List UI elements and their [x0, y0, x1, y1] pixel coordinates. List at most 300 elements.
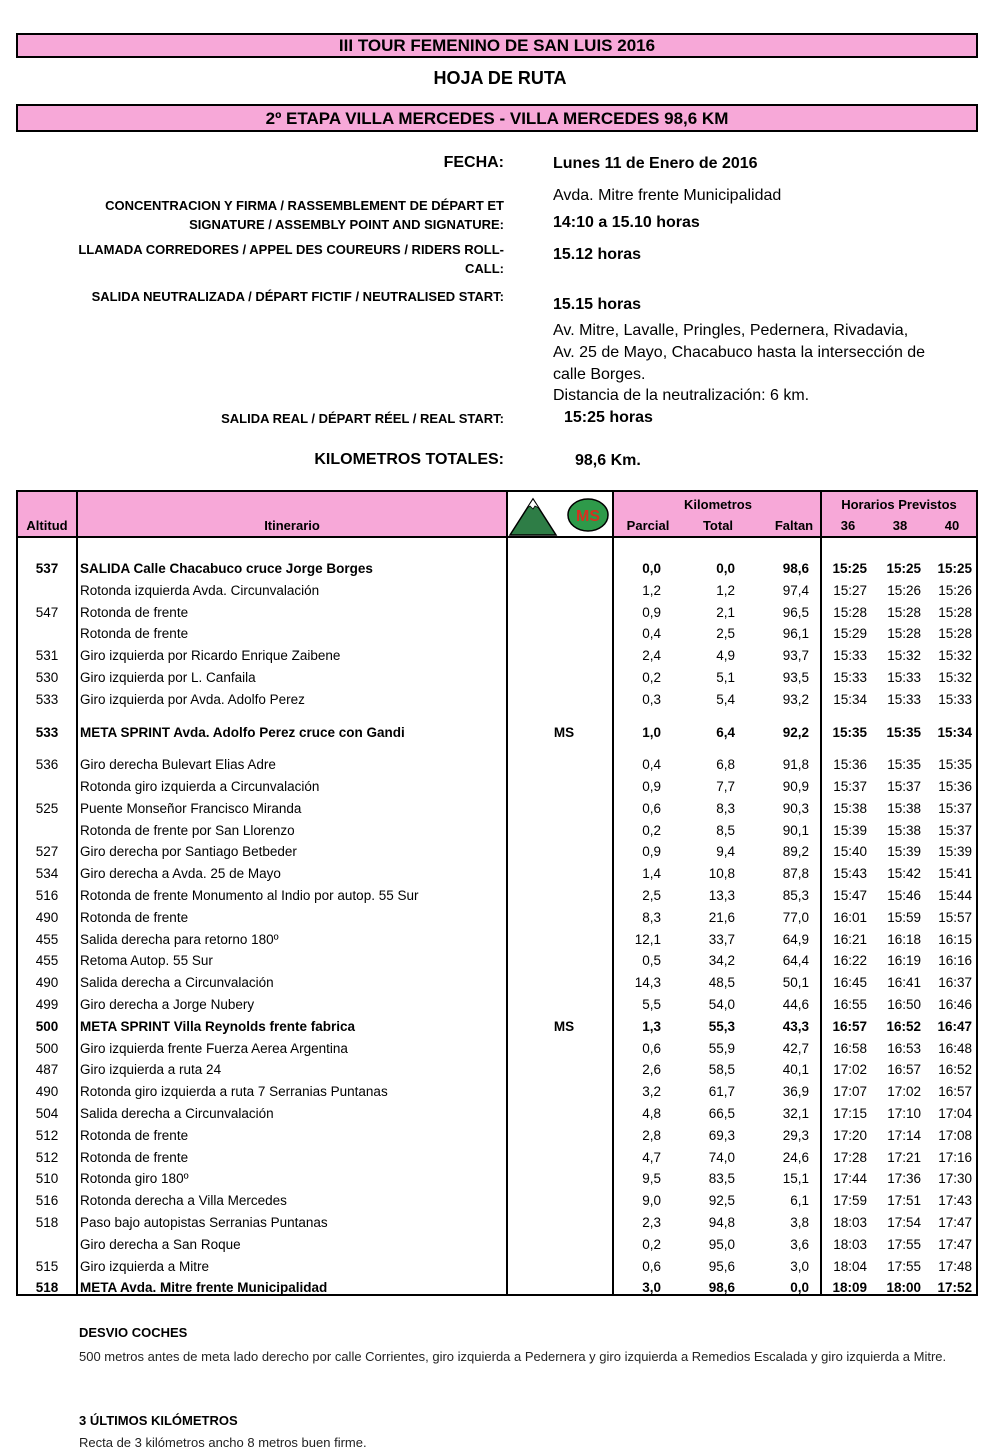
km-parcial-cell: 2,6 [642, 1062, 661, 1078]
km-total-cell: 21,6 [708, 909, 735, 925]
table-row [18, 885, 976, 907]
time-38-cell: 15:37 [887, 778, 921, 794]
km-faltan-cell: 29,3 [782, 1127, 809, 1143]
time-38-cell: 15:28 [887, 626, 921, 642]
race-title: III TOUR FEMENINO DE SAN LUIS 2016 [16, 33, 978, 58]
km-parcial-cell: 0,9 [642, 604, 661, 620]
time-38-cell: 17:02 [887, 1084, 921, 1100]
km-parcial-cell: 0,2 [642, 670, 661, 685]
table-row [18, 558, 976, 580]
km-faltan-cell: 97,4 [782, 582, 809, 598]
route-table [16, 490, 978, 1296]
time-40-cell: 15:32 [938, 648, 972, 664]
header-parcial: Parcial [626, 518, 670, 533]
km-faltan-cell: 87,8 [782, 866, 809, 882]
time-38-cell: 17:55 [887, 1258, 921, 1274]
table-row [18, 972, 976, 994]
table-row [18, 1081, 976, 1103]
time-40-cell: 15:28 [938, 604, 972, 620]
table-row [18, 580, 976, 602]
km-faltan-cell: 91,8 [782, 757, 809, 773]
km-faltan-cell: 89,2 [782, 844, 809, 860]
time-38-cell: 15:33 [887, 670, 921, 685]
itinerary-cell: Giro derecha Bulevart Elias Adre [80, 757, 276, 773]
table-row [18, 1125, 976, 1147]
altitude-cell: 490 [35, 1084, 59, 1100]
time-36-cell: 15:47 [833, 887, 867, 903]
km-total-cell: 6,4 [716, 724, 735, 740]
table-row [18, 1016, 976, 1038]
altitude-cell: 512 [35, 1127, 59, 1143]
km-parcial-cell: 2,3 [642, 1214, 661, 1230]
itinerary-cell: Rotonda giro izquierda a Circunvalación [80, 778, 320, 794]
table-header [18, 492, 976, 538]
km-parcial-cell: 8,3 [642, 909, 661, 925]
altitude-cell: 500 [35, 1040, 59, 1056]
time-38-cell: 16:41 [887, 975, 921, 991]
time-38-cell: 15:38 [887, 822, 921, 838]
altitude-cell: 490 [35, 909, 59, 925]
time-36-cell: 15:35 [832, 724, 867, 740]
time-40-cell: 17:04 [938, 1105, 972, 1121]
time-36-cell: 17:07 [833, 1084, 867, 1100]
time-38-cell: 16:57 [887, 1062, 921, 1078]
altitude-cell: 516 [35, 1193, 59, 1209]
itinerary-cell: Rotonda derecha a Villa Mercedes [80, 1193, 287, 1209]
itinerary-cell: Giro izquierda frente Fuerza Aerea Argentina [80, 1040, 348, 1056]
concentracion-value: 14:10 a 15.10 horas [553, 214, 700, 231]
km-parcial-cell: 0,3 [642, 691, 661, 707]
itinerary-cell: Giro izquierda por Avda. Adolfo Perez [80, 691, 305, 707]
table-row [18, 994, 976, 1016]
time-38-cell: 15:46 [887, 887, 921, 903]
km-total-cell: 2,5 [716, 626, 735, 642]
km-total-cell: 92,5 [708, 1193, 735, 1209]
km-totales-value: 98,6 Km. [575, 452, 641, 469]
time-36-cell: 16:58 [833, 1040, 867, 1056]
altitude-cell: 487 [35, 1062, 59, 1078]
km-total-cell: 95,6 [708, 1258, 735, 1274]
table-row [18, 1168, 976, 1190]
km-parcial-cell: 2,4 [642, 648, 661, 664]
itinerary-cell: Giro izquierda por L. Canfaila [80, 670, 256, 685]
salida-real-label: SALIDA REAL / DÉPART RÉEL / REAL START: [221, 411, 504, 426]
km-faltan-cell: 50,1 [782, 975, 809, 991]
time-38-cell: 15:26 [887, 582, 921, 598]
time-36-cell: 15:27 [833, 582, 867, 598]
km-total-cell: 48,5 [708, 975, 735, 991]
fecha-value: Lunes 11 de Enero de 2016 [553, 155, 758, 172]
concentracion-place: Avda. Mitre frente Municipalidad [553, 187, 782, 204]
ms-icon-text: MS [576, 508, 600, 525]
time-36-cell: 15:29 [833, 626, 867, 642]
km-parcial-cell: 0,5 [642, 953, 661, 969]
table-row [18, 623, 976, 645]
altitude-cell: 534 [35, 866, 59, 882]
time-40-cell: 15:36 [938, 778, 972, 794]
llamada-value: 15.12 horas [553, 246, 642, 263]
km-total-cell: 69,3 [708, 1127, 735, 1143]
ultimos-text: Recta de 3 kilómetros ancho 8 metros buen firme. [79, 1435, 367, 1450]
km-total-cell: 98,6 [708, 1280, 735, 1296]
km-parcial-cell: 0,9 [642, 778, 661, 794]
km-faltan-cell: 77,0 [782, 909, 809, 925]
salida-neutralizada-value: 15.15 horas [553, 296, 642, 313]
itinerary-cell: Giro izquierda por Ricardo Enrique Zaibene [80, 648, 341, 664]
time-40-cell: 15:41 [938, 866, 972, 882]
table-row [18, 689, 976, 711]
time-36-cell: 18:03 [833, 1236, 867, 1252]
time-40-cell: 15:35 [938, 757, 972, 773]
km-parcial-cell: 0,6 [642, 1040, 661, 1056]
itinerary-cell: Retoma Autop. 55 Sur [80, 953, 213, 969]
km-total-cell: 1,2 [716, 582, 735, 598]
altitude-cell: 518 [35, 1214, 59, 1230]
altitude-cell: 512 [35, 1149, 59, 1165]
time-40-cell: 16:47 [937, 1018, 972, 1034]
km-total-cell: 8,3 [716, 800, 735, 816]
km-parcial-cell: 0,2 [642, 1236, 661, 1252]
altitude-cell: 536 [35, 757, 59, 773]
table-row [18, 722, 976, 744]
km-totales-label: KILOMETROS TOTALES: [314, 451, 504, 468]
km-total-cell: 0,0 [716, 561, 735, 576]
km-parcial-cell: 1,3 [642, 1018, 661, 1034]
time-36-cell: 17:15 [833, 1105, 867, 1121]
km-faltan-cell: 6,1 [790, 1193, 809, 1209]
table-row [18, 754, 976, 776]
km-total-cell: 83,5 [708, 1171, 735, 1187]
time-38-cell: 15:38 [887, 800, 921, 816]
itinerary-cell: Puente Monseñor Francisco Miranda [80, 800, 302, 816]
concentracion-label-line2: SIGNATURE / ASSEMBLY POINT AND SIGNATURE: [189, 217, 504, 232]
time-38-cell: 17:36 [887, 1171, 921, 1187]
km-total-cell: 94,8 [708, 1214, 735, 1230]
itinerary-cell: Rotonda giro 180º [80, 1171, 189, 1187]
table-row [18, 602, 976, 624]
time-36-cell: 16:57 [832, 1018, 867, 1034]
time-40-cell: 16:48 [938, 1040, 972, 1056]
time-36-cell: 15:37 [833, 778, 867, 794]
itinerary-cell: Giro izquierda a Mitre [80, 1258, 210, 1274]
time-36-cell: 18:04 [833, 1258, 867, 1274]
time-38-cell: 17:21 [887, 1149, 921, 1165]
table-row [18, 1212, 976, 1234]
km-parcial-cell: 0,6 [642, 1258, 661, 1274]
time-40-cell: 15:39 [938, 844, 972, 860]
itinerary-cell: Rotonda de frente [80, 1127, 189, 1143]
time-40-cell: 15:44 [938, 887, 972, 903]
table-row [18, 820, 976, 842]
time-36-cell: 15:33 [833, 648, 867, 664]
time-40-cell: 16:37 [938, 975, 972, 991]
km-faltan-cell: 90,3 [782, 800, 809, 816]
table-row [18, 1059, 976, 1081]
km-faltan-cell: 64,9 [782, 931, 809, 947]
km-parcial-cell: 0,0 [642, 561, 661, 576]
time-38-cell: 16:50 [887, 996, 921, 1012]
time-40-cell: 16:46 [938, 996, 972, 1012]
table-row [18, 1103, 976, 1125]
time-40-cell: 17:47 [938, 1214, 972, 1230]
altitude-cell: 455 [35, 953, 59, 969]
km-total-cell: 7,7 [716, 778, 735, 794]
km-total-cell: 5,4 [716, 691, 735, 707]
llamada-label-line2: CALL: [465, 261, 504, 276]
document-subtitle: HOJA DE RUTA [433, 68, 567, 88]
itinerary-cell: Giro derecha a Avda. 25 de Mayo [80, 866, 281, 882]
km-total-cell: 9,4 [716, 844, 735, 860]
km-total-cell: 66,5 [708, 1105, 735, 1121]
km-parcial-cell: 2,5 [642, 887, 661, 903]
itinerary-cell: META SPRINT Avda. Adolfo Perez cruce con Gandi [80, 724, 405, 740]
time-38-cell: 15:42 [887, 866, 921, 882]
time-40-cell: 15:37 [938, 800, 972, 816]
itinerary-cell: Rotonda de frente por San Llorenzo [80, 822, 295, 838]
time-36-cell: 16:55 [833, 996, 867, 1012]
km-parcial-cell: 9,5 [642, 1171, 661, 1187]
km-total-cell: 58,5 [708, 1062, 735, 1078]
time-36-cell: 16:45 [833, 975, 867, 991]
meta-sprint-cell: MS [553, 724, 575, 740]
time-36-cell: 17:20 [833, 1127, 867, 1143]
table-row [18, 1234, 976, 1256]
km-total-cell: 6,8 [716, 757, 735, 773]
itinerary-cell: Giro derecha a Jorge Nubery [80, 996, 255, 1012]
km-parcial-cell: 1,0 [642, 724, 661, 740]
time-38-cell: 17:51 [887, 1193, 921, 1209]
table-row [18, 863, 976, 885]
header-kilometros: Kilometros [684, 497, 752, 512]
table-row [18, 1038, 976, 1060]
time-40-cell: 16:15 [938, 931, 972, 947]
km-parcial-cell: 1,4 [642, 866, 661, 882]
altitude-cell: 530 [35, 670, 59, 685]
table-row [18, 645, 976, 667]
itinerary-cell: META SPRINT Villa Reynolds frente fabrica [80, 1018, 356, 1034]
table-row [18, 907, 976, 929]
time-36-cell: 15:43 [833, 866, 867, 882]
km-faltan-cell: 40,1 [782, 1062, 809, 1078]
itinerary-cell: Rotonda de frente [80, 1149, 189, 1165]
time-38-cell: 15:33 [887, 691, 921, 707]
time-40-cell: 15:26 [938, 582, 972, 598]
fecha-label: FECHA: [443, 154, 504, 171]
time-38-cell: 15:39 [887, 844, 921, 860]
llamada-label-line1: LLAMADA CORREDORES / APPEL DES COUREURS / RIDERS ROLL- [78, 242, 504, 257]
km-total-cell: 95,0 [708, 1236, 735, 1252]
desvio-text: 500 metros antes de meta lado derecho por calle Corrientes, giro izquierda a Pedernera y giro izquierda a Remedios Escalada y giro izquierda a Mitre. [79, 1349, 947, 1364]
time-36-cell: 17:28 [833, 1149, 867, 1165]
km-total-cell: 10,8 [708, 866, 735, 882]
time-38-cell: 16:52 [886, 1018, 921, 1034]
km-faltan-cell: 43,3 [782, 1018, 809, 1034]
km-faltan-cell: 93,2 [782, 691, 809, 707]
km-parcial-cell: 14,3 [634, 975, 661, 991]
time-36-cell: 15:28 [833, 604, 867, 620]
altitude-cell: 500 [35, 1018, 59, 1034]
itinerary-cell: Rotonda izquierda Avda. Circunvalación [80, 582, 320, 598]
table-row [18, 950, 976, 972]
table-row [18, 798, 976, 820]
altitude-cell: 499 [35, 996, 59, 1012]
time-40-cell: 15:57 [938, 909, 972, 925]
meta-sprint-cell: MS [553, 1018, 575, 1034]
km-total-cell: 54,0 [708, 996, 735, 1012]
time-38-cell: 15:28 [887, 604, 921, 620]
meta-sprint-icon [566, 497, 610, 533]
km-faltan-cell: 93,5 [782, 670, 809, 685]
km-faltan-cell: 90,1 [782, 822, 809, 838]
km-faltan-cell: 32,1 [782, 1105, 809, 1121]
altitude-cell: 504 [35, 1105, 59, 1121]
itinerary-cell: SALIDA Calle Chacabuco cruce Jorge Borges [80, 561, 373, 576]
time-36-cell: 15:36 [833, 757, 867, 773]
time-36-cell: 16:01 [833, 909, 867, 925]
salida-neutralizada-label: SALIDA NEUTRALIZADA / DÉPART FICTIF / NEUTRALISED START: [91, 289, 504, 304]
concentracion-label-line1: CONCENTRACION Y FIRMA / RASSEMBLEMENT DE DÉPART ET [105, 198, 504, 213]
time-40-cell: 15:25 [937, 561, 972, 576]
km-parcial-cell: 3,2 [642, 1084, 661, 1100]
km-faltan-cell: 0,0 [790, 1280, 809, 1296]
itinerary-cell: Rotonda de frente Monumento al Indio por autop. 55 Sur [80, 887, 419, 903]
itinerary-cell: Salida derecha a Circunvalación [80, 1105, 274, 1121]
km-total-cell: 61,7 [708, 1084, 735, 1100]
header-38: 38 [892, 518, 908, 533]
table-row [18, 929, 976, 951]
km-faltan-cell: 92,2 [782, 724, 809, 740]
neutral-distance: Distancia de la neutralización: 6 km. [553, 387, 810, 404]
km-faltan-cell: 3,8 [790, 1214, 809, 1230]
km-parcial-cell: 2,8 [642, 1127, 661, 1143]
altitude-cell: 515 [35, 1258, 59, 1274]
time-40-cell: 16:16 [938, 953, 972, 969]
km-parcial-cell: 5,5 [642, 996, 661, 1012]
km-parcial-cell: 0,4 [642, 757, 661, 773]
itinerary-cell: Salida derecha a Circunvalación [80, 975, 274, 991]
km-parcial-cell: 0,9 [642, 844, 661, 860]
table-row [18, 667, 976, 689]
time-36-cell: 17:02 [833, 1062, 867, 1078]
header-altitud: Altitud [26, 518, 68, 533]
km-total-cell: 33,7 [708, 931, 735, 947]
km-total-cell: 55,3 [708, 1018, 735, 1034]
time-38-cell: 17:10 [887, 1105, 921, 1121]
km-total-cell: 4,9 [716, 648, 735, 664]
km-faltan-cell: 96,1 [782, 626, 809, 642]
time-38-cell: 16:53 [887, 1040, 921, 1056]
km-parcial-cell: 9,0 [642, 1193, 661, 1209]
km-total-cell: 5,1 [716, 670, 735, 685]
table-row [18, 841, 976, 863]
salida-real-value: 15:25 horas [564, 409, 653, 426]
header-36: 36 [840, 518, 856, 533]
time-36-cell: 18:03 [833, 1214, 867, 1230]
ultimos-title: 3 ÚLTIMOS KILÓMETROS [79, 1413, 238, 1428]
time-38-cell: 15:25 [886, 561, 921, 576]
time-38-cell: 15:35 [887, 757, 921, 773]
time-36-cell: 15:25 [832, 561, 867, 576]
altitude-cell: 533 [35, 691, 59, 707]
altitude-cell: 537 [35, 561, 59, 576]
header-faltan: Faltan [774, 518, 814, 533]
table-row [18, 776, 976, 798]
km-faltan-cell: 36,9 [782, 1084, 809, 1100]
time-38-cell: 17:14 [887, 1127, 921, 1143]
neutral-route-line1: Av. Mitre, Lavalle, Pringles, Pedernera, Rivadavia, [553, 322, 909, 339]
altitude-cell: 510 [35, 1171, 59, 1187]
time-40-cell: 17:16 [938, 1149, 972, 1165]
time-38-cell: 18:00 [886, 1280, 921, 1296]
altitude-cell: 516 [35, 887, 59, 903]
time-36-cell: 15:34 [833, 691, 867, 707]
time-36-cell: 15:39 [833, 822, 867, 838]
time-40-cell: 17:08 [938, 1127, 972, 1143]
km-parcial-cell: 0,4 [642, 626, 661, 642]
km-total-cell: 13,3 [708, 887, 735, 903]
km-faltan-cell: 96,5 [782, 604, 809, 620]
km-total-cell: 34,2 [708, 953, 735, 969]
time-40-cell: 15:34 [937, 724, 972, 740]
km-total-cell: 74,0 [708, 1149, 735, 1165]
time-36-cell: 16:21 [833, 931, 867, 947]
time-38-cell: 16:18 [887, 931, 921, 947]
table-row [18, 1190, 976, 1212]
desvio-title: DESVIO COCHES [79, 1325, 188, 1340]
km-total-cell: 2,1 [716, 604, 735, 620]
km-faltan-cell: 24,6 [782, 1149, 809, 1165]
km-total-cell: 8,5 [716, 822, 735, 838]
itinerary-cell: Rotonda de frente [80, 626, 189, 642]
table-row [18, 1256, 976, 1278]
neutral-route-line2: Av. 25 de Mayo, Chacabuco hasta la intersección de [553, 344, 926, 361]
time-38-cell: 17:55 [887, 1236, 921, 1252]
itinerary-cell: Paso bajo autopistas Serranias Puntanas [80, 1214, 328, 1230]
km-faltan-cell: 93,7 [782, 648, 809, 664]
time-40-cell: 17:48 [938, 1258, 972, 1274]
km-faltan-cell: 64,4 [782, 953, 809, 969]
altitude-cell: 527 [35, 844, 59, 860]
time-40-cell: 15:37 [938, 822, 972, 838]
table-row [18, 1277, 976, 1299]
km-faltan-cell: 3,0 [790, 1258, 809, 1274]
time-38-cell: 17:54 [887, 1214, 921, 1230]
km-faltan-cell: 42,7 [782, 1040, 809, 1056]
neutral-route-line3: calle Borges. [553, 366, 646, 383]
header-horarios: Horarios Previstos [841, 497, 957, 512]
time-36-cell: 15:40 [833, 844, 867, 860]
km-parcial-cell: 0,2 [642, 822, 661, 838]
km-parcial-cell: 1,2 [642, 582, 661, 598]
km-faltan-cell: 44,6 [782, 996, 809, 1012]
km-total-cell: 55,9 [708, 1040, 735, 1056]
table-row [18, 1147, 976, 1169]
time-40-cell: 17:52 [937, 1280, 972, 1296]
km-faltan-cell: 3,6 [790, 1236, 809, 1252]
time-38-cell: 15:35 [886, 724, 921, 740]
itinerary-cell: Rotonda giro izquierda a ruta 7 Serranias Puntanas [80, 1084, 388, 1100]
altitude-cell: 490 [35, 975, 59, 991]
altitude-cell: 455 [35, 931, 59, 947]
mountain-icon [508, 494, 558, 536]
time-40-cell: 15:28 [938, 626, 972, 642]
itinerary-cell: Rotonda de frente [80, 604, 189, 620]
itinerary-cell: Rotonda de frente [80, 909, 189, 925]
time-38-cell: 16:19 [887, 953, 921, 969]
altitude-cell: 518 [35, 1280, 59, 1296]
header-total: Total [702, 518, 734, 533]
time-40-cell: 16:57 [938, 1084, 972, 1100]
